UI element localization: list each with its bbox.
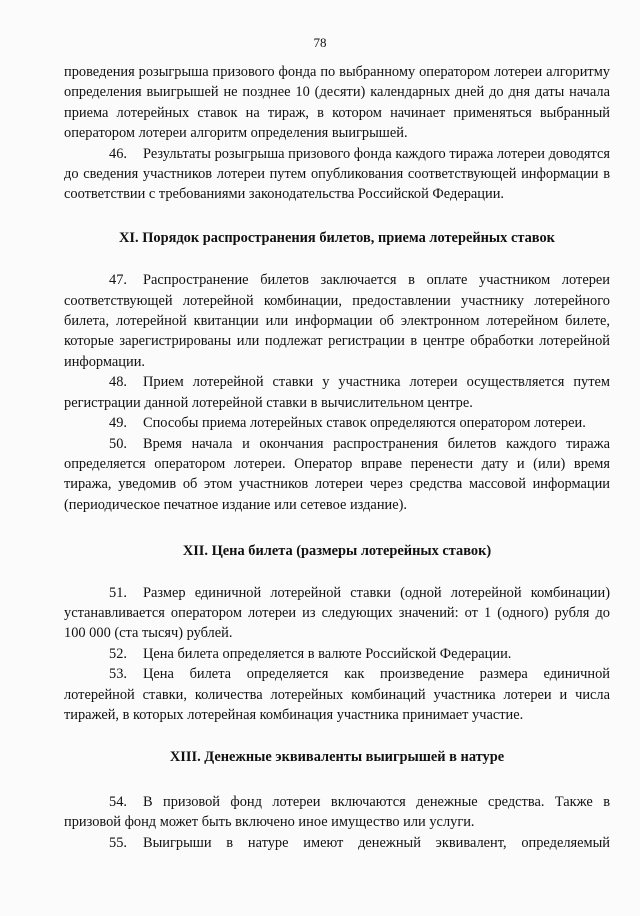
paragraph-text: В призовой фонд лотереи включаются денежные средства. Также в призовой фонд может быть включено иное имущество или услуги.	[64, 793, 610, 831]
paragraph-text: Результаты розыгрыша призового фонда каждого тиража лотереи доводятся до сведения участников лотереи путем опубликования соответствующей информации в соответствии с требованиями законодательства Российской Федерации.	[64, 145, 610, 203]
paragraph-52	[64, 644, 610, 664]
paragraph-number: 54.	[109, 793, 127, 810]
paragraph-number: 53.	[109, 666, 127, 683]
paragraph-number: 49.	[109, 415, 127, 432]
document-body	[64, 62, 610, 853]
paragraph-51	[64, 583, 610, 644]
section-heading-xi: XI. Порядок распространения билетов, приема лотерейных ставок	[119, 229, 555, 246]
paragraph-text: Размер единичной лотерейной ставки (одной лотерейной комбинации) устанавливается оператором лотереи из следующих значений: от 1 (одного) рубля до 100 000 (ста тысяч) рублей.	[64, 584, 610, 642]
paragraph-text: Распространение билетов заключается в оплате участником лотереи соответствующей лотерейной комбинации, предоставлении участнику лотерейного билета, лотерейной квитанции или информации об электронном лотерейном билете, которые зарегистрированы или подлежат регистрации в центре обработки лотерейной информации.	[64, 272, 610, 370]
paragraph-number: 46.	[109, 145, 127, 162]
paragraph-text: Цена билета определяется в валюте Российской Федерации.	[143, 645, 512, 662]
paragraph-text: Выигрыши в натуре имеют денежный эквивалент, определяемый	[143, 834, 610, 851]
paragraph-text: Время начала и окончания распространения билетов каждого тиража определяется оператором лотереи. Оператор вправе перенести дату и (или) время тиража, уведомив об этом участников лотереи через средства массовой информации (периодическое печатное издание или сетевое издание).	[64, 435, 610, 513]
paragraph-46	[64, 144, 610, 205]
paragraph-text: Цена билета определяется как произведение размера единичной лотерейной ставки, количества лотерейных комбинаций участника лотереи и числа тиражей, в которых лотерейная комбинация участника принимает участие.	[64, 666, 610, 723]
paragraph-49	[64, 413, 610, 433]
paragraph-number: 55.	[109, 834, 127, 851]
paragraph-number: 48.	[109, 374, 127, 391]
section-heading-xii: XII. Цена билета (размеры лотерейных ставок)	[182, 543, 492, 560]
paragraph-48	[64, 372, 610, 413]
page-number: 78	[313, 35, 327, 50]
paragraph-number: 52.	[109, 645, 127, 662]
paragraph-number: 47.	[109, 272, 127, 289]
section-heading-xiii: XIII. Денежные эквиваленты выигрышей в натуре	[169, 749, 505, 766]
paragraph-54	[64, 792, 610, 833]
paragraph-53	[64, 664, 610, 725]
paragraph-text: Способы приема лотерейных ставок определяются оператором лотереи.	[143, 415, 586, 432]
paragraph-continuation: проведения розыгрыша призового фонда по выбранному оператором лотереи алгоритму определения выигрышей не позднее 10 (десяти) календарных дней до дня даты начала приема лотерейных ставок на тираж, в котором начинает применяться выбранный оператором лотереи алгоритм определения выигрышей.	[64, 64, 610, 142]
paragraph-50	[64, 434, 610, 516]
paragraph-number: 51.	[109, 584, 127, 601]
paragraph-number: 50.	[109, 435, 127, 452]
paragraph-47	[64, 270, 610, 372]
paragraph-55	[64, 833, 610, 853]
paragraph-text: Прием лотерейной ставки у участника лотереи осуществляется путем регистрации данной лотерейной ставки в вычислительном центре.	[64, 374, 610, 411]
